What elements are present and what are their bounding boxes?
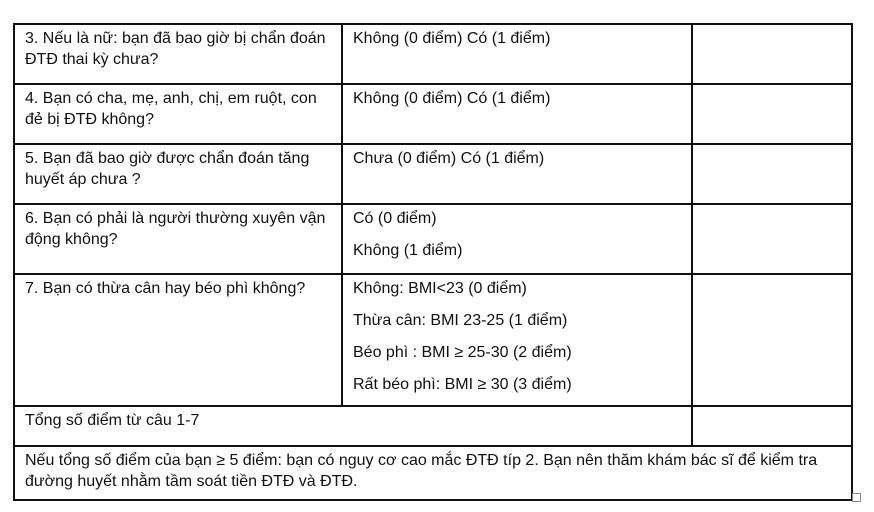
- question-text: 7. Bạn có thừa cân hay béo phì không?: [14, 274, 342, 406]
- score-cell[interactable]: [692, 144, 852, 204]
- score-cell[interactable]: [692, 274, 852, 406]
- answer-option: Thừa cân: BMI 23-25 (1 điểm): [353, 312, 568, 329]
- answer-option: Chưa (0 điểm) Có (1 điểm): [353, 150, 545, 167]
- answer-options: [342, 24, 692, 84]
- answer-option: Không (0 điểm) Có (1 điểm): [353, 30, 551, 47]
- question-text: 4. Bạn có cha, mẹ, anh, chị, em ruột, con đẻ bị ĐTĐ không?: [14, 84, 342, 144]
- total-row: [14, 406, 852, 446]
- answer-options: [342, 144, 692, 204]
- answer-options: [342, 84, 692, 144]
- total-score-cell[interactable]: [692, 406, 852, 446]
- answer-option: Có (0 điểm): [353, 210, 437, 227]
- answer-options: [342, 204, 692, 274]
- conclusion-text: Nếu tổng số điểm của bạn ≥ 5 điểm: bạn có nguy cơ cao mắc ĐTĐ típ 2. Bạn nên thăm khám bác sĩ để kiểm tra đường huyết nhằm tầm soát tiền ĐTĐ và ĐTĐ.: [14, 446, 852, 500]
- question-row: [14, 204, 852, 274]
- answer-option: Không (0 điểm) Có (1 điểm): [353, 90, 551, 107]
- question-row: [14, 24, 852, 84]
- total-label: Tổng số điểm từ câu 1-7: [14, 406, 692, 446]
- answer-option: Không (1 điểm): [353, 242, 463, 259]
- answer-option: Rất béo phì: BMI ≥ 30 (3 điểm): [353, 376, 572, 393]
- question-row: [14, 84, 852, 144]
- answer-option: Béo phì : BMI ≥ 25-30 (2 điểm): [353, 344, 572, 361]
- question-row: [14, 144, 852, 204]
- question-text: 3. Nếu là nữ: bạn đã bao giờ bị chẩn đoán ĐTĐ thai kỳ chưa?: [14, 24, 342, 84]
- question-row: [14, 274, 852, 406]
- question-text: 5. Bạn đã bao giờ được chẩn đoán tăng huyết áp chưa ?: [14, 144, 342, 204]
- diabetes-risk-table: [13, 23, 853, 501]
- score-cell[interactable]: [692, 204, 852, 274]
- table-resize-handle[interactable]: [852, 493, 861, 502]
- answer-options: [342, 274, 692, 406]
- score-cell[interactable]: [692, 24, 852, 84]
- score-cell[interactable]: [692, 84, 852, 144]
- conclusion-row: [14, 446, 852, 500]
- question-text: 6. Bạn có phải là người thường xuyên vận động không?: [14, 204, 342, 274]
- answer-option: Không: BMI<23 (0 điểm): [353, 280, 527, 297]
